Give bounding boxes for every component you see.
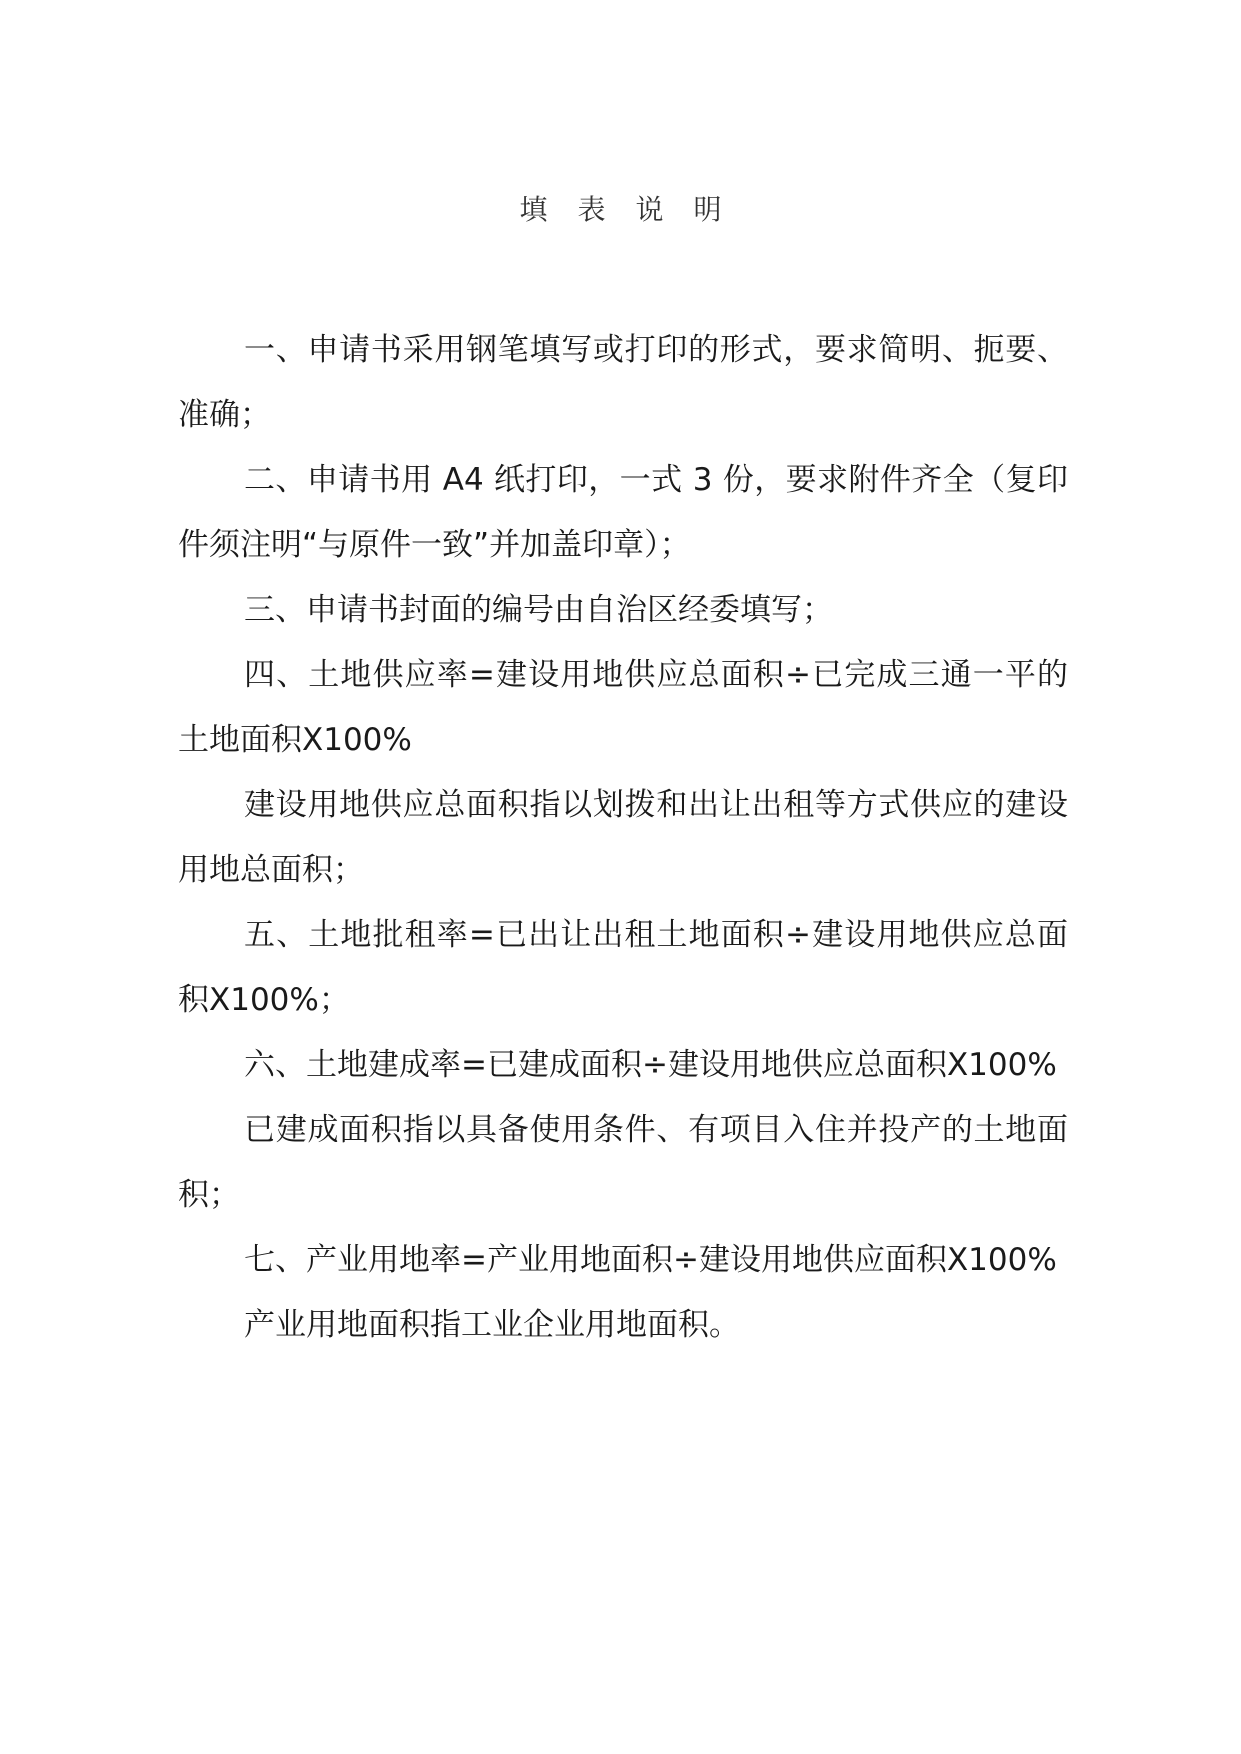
- paragraph-2: 二、申请书用 A4 纸打印，一式 3 份，要求附件齐全（复印件须注明“与原件一致”并加盖印章）；: [178, 462, 1068, 563]
- paragraph-9: 七、产业用地率=产业用地面积÷建设用地供应面积X100%: [244, 1242, 1057, 1278]
- paragraph-8: 已建成面积指以具备使用条件、有项目入住并投产的土地面积；: [178, 1112, 1068, 1213]
- paragraph-3: 三、申请书封面的编号由自治区经委填写；: [244, 592, 833, 628]
- paragraph-10: 产业用地面积指工业企业用地面积。: [244, 1307, 740, 1343]
- paragraph-7: 六、土地建成率=已建成面积÷建设用地供应总面积X100%: [244, 1047, 1057, 1083]
- paragraph-4: 四、土地供应率=建设用地供应总面积÷已完成三通一平的土地面积X100%: [178, 657, 1068, 758]
- paragraph-6: 五、土地批租率=已出让出租土地面积÷建设用地供应总面积X100%；: [178, 917, 1068, 1018]
- paragraph-1: 一、申请书采用钢笔填写或打印的形式，要求简明、扼要、准确；: [178, 332, 1068, 433]
- document-body: [178, 318, 1068, 1358]
- paragraph-5: 建设用地供应总面积指以划拨和出让出租等方式供应的建设用地总面积；: [178, 787, 1068, 888]
- page-title: 填表说明: [519, 193, 752, 226]
